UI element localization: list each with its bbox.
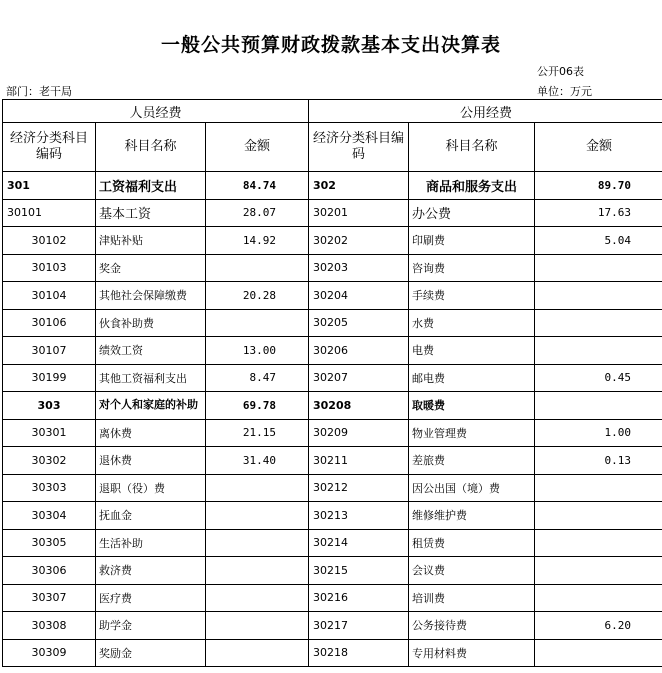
left-amount-cell: 14.92	[206, 227, 309, 255]
left-code-cell: 301	[3, 172, 96, 200]
right-amount-cell: 1.00	[535, 419, 662, 447]
left-amount-cell: 31.40	[206, 447, 309, 475]
left-amount-cell	[206, 612, 309, 640]
left-code-cell: 30103	[3, 254, 96, 282]
left-amount-cell	[206, 529, 309, 557]
left-name-cell: 退休费	[96, 447, 206, 475]
right-code-header: 经济分类科目编码	[309, 123, 409, 172]
right-amount-cell: 0.45	[535, 364, 662, 392]
right-code-cell: 30206	[309, 337, 409, 365]
left-code-cell: 30305	[3, 529, 96, 557]
left-name-cell: 伙食补助费	[96, 309, 206, 337]
left-name-cell: 生活补助	[96, 529, 206, 557]
right-code-cell: 30212	[309, 474, 409, 502]
left-name-cell: 抚血金	[96, 502, 206, 530]
right-code-cell: 30201	[309, 199, 409, 227]
right-amount-cell: 6.20	[535, 612, 662, 640]
right-name-cell: 办公费	[409, 199, 535, 227]
table-row	[3, 447, 662, 475]
right-amount-cell	[535, 474, 662, 502]
left-amount-cell	[206, 309, 309, 337]
right-code-cell: 30213	[309, 502, 409, 530]
table-row	[3, 199, 662, 227]
right-amount-cell	[535, 254, 662, 282]
left-amount-cell: 84.74	[206, 172, 309, 200]
table-row	[3, 502, 662, 530]
left-code-cell: 30307	[3, 584, 96, 612]
report-title: 一般公共预算财政拨款基本支出决算表	[160, 34, 501, 56]
right-code-cell: 30215	[309, 557, 409, 585]
right-name-cell: 公务接待费	[409, 612, 535, 640]
left-code-cell: 303	[3, 392, 96, 420]
right-name-cell: 取暖费	[409, 392, 535, 420]
right-name-cell: 邮电费	[409, 364, 535, 392]
right-code-cell: 30218	[309, 639, 409, 667]
unit-label: 单位：万元	[537, 85, 592, 98]
left-name-cell: 基本工资	[96, 199, 206, 227]
left-code-cell: 30101	[3, 199, 96, 227]
left-name-cell: 其他社会保障缴费	[96, 282, 206, 310]
table-row	[3, 254, 662, 282]
left-name-cell: 工资福利支出	[96, 172, 206, 200]
table-row	[3, 172, 662, 200]
left-code-cell: 30306	[3, 557, 96, 585]
right-code-cell: 30208	[309, 392, 409, 420]
table-row	[3, 557, 662, 585]
table-row	[3, 227, 662, 255]
left-amount-cell	[206, 639, 309, 667]
right-code-cell: 30216	[309, 584, 409, 612]
left-name-header: 科目名称	[96, 123, 206, 172]
right-amount-cell	[535, 309, 662, 337]
left-name-cell: 奖金	[96, 254, 206, 282]
right-code-cell: 30204	[309, 282, 409, 310]
left-amount-cell	[206, 474, 309, 502]
right-code-cell: 302	[309, 172, 409, 200]
right-name-cell: 咨询费	[409, 254, 535, 282]
right-name-cell: 维修维护费	[409, 502, 535, 530]
left-code-cell: 30309	[3, 639, 96, 667]
right-name-cell: 专用材料费	[409, 639, 535, 667]
left-code-cell: 30107	[3, 337, 96, 365]
left-name-cell: 救济费	[96, 557, 206, 585]
right-amount-header: 金额	[535, 123, 662, 172]
left-amount-cell	[206, 502, 309, 530]
right-amount-cell	[535, 529, 662, 557]
table-row	[3, 612, 662, 640]
right-code-cell: 30207	[309, 364, 409, 392]
left-amount-cell: 21.15	[206, 419, 309, 447]
right-amount-cell: 0.13	[535, 447, 662, 475]
table-row	[3, 529, 662, 557]
left-amount-cell	[206, 254, 309, 282]
right-name-cell: 手续费	[409, 282, 535, 310]
right-amount-cell	[535, 584, 662, 612]
personnel-header: 人员经费	[3, 100, 309, 123]
table-row	[3, 584, 662, 612]
department-label: 部门：老干局	[6, 85, 72, 98]
right-code-cell: 30205	[309, 309, 409, 337]
right-amount-cell	[535, 639, 662, 667]
left-name-cell: 退职（役）费	[96, 474, 206, 502]
table-row	[3, 337, 662, 365]
left-code-cell: 30106	[3, 309, 96, 337]
left-code-cell: 30302	[3, 447, 96, 475]
left-amount-cell: 20.28	[206, 282, 309, 310]
expenditure-table	[2, 99, 662, 667]
right-amount-cell: 89.70	[535, 172, 662, 200]
right-amount-cell	[535, 282, 662, 310]
form-number: 公开06表	[537, 65, 584, 78]
left-code-cell: 30102	[3, 227, 96, 255]
right-amount-cell	[535, 502, 662, 530]
left-amount-cell	[206, 557, 309, 585]
right-name-cell: 差旅费	[409, 447, 535, 475]
table-row	[3, 309, 662, 337]
left-code-header: 经济分类科目编码	[3, 123, 96, 172]
left-code-cell: 30199	[3, 364, 96, 392]
table-row	[3, 474, 662, 502]
left-name-cell: 对个人和家庭的补助	[96, 392, 206, 420]
right-name-cell: 商品和服务支出	[409, 172, 535, 200]
column-header-row	[3, 123, 662, 172]
right-code-cell: 30209	[309, 419, 409, 447]
left-amount-cell: 8.47	[206, 364, 309, 392]
right-code-cell: 30202	[309, 227, 409, 255]
left-amount-cell: 13.00	[206, 337, 309, 365]
right-name-cell: 培训费	[409, 584, 535, 612]
left-code-cell: 30301	[3, 419, 96, 447]
left-code-cell: 30304	[3, 502, 96, 530]
right-amount-cell	[535, 392, 662, 420]
left-name-cell: 助学金	[96, 612, 206, 640]
left-name-cell: 其他工资福利支出	[96, 364, 206, 392]
right-name-cell: 因公出国（境）费	[409, 474, 535, 502]
left-amount-cell: 28.07	[206, 199, 309, 227]
left-name-cell: 绩效工资	[96, 337, 206, 365]
right-code-cell: 30211	[309, 447, 409, 475]
right-code-cell: 30217	[309, 612, 409, 640]
left-name-cell: 津贴补贴	[96, 227, 206, 255]
right-name-header: 科目名称	[409, 123, 535, 172]
right-name-cell: 水费	[409, 309, 535, 337]
table-row	[3, 364, 662, 392]
group-header-row	[3, 100, 662, 123]
left-name-cell: 医疗费	[96, 584, 206, 612]
right-name-cell: 租赁费	[409, 529, 535, 557]
left-amount-header: 金额	[206, 123, 309, 172]
right-amount-cell: 5.04	[535, 227, 662, 255]
right-amount-cell: 17.63	[535, 199, 662, 227]
table-row	[3, 392, 662, 420]
left-code-cell: 30303	[3, 474, 96, 502]
right-code-cell: 30214	[309, 529, 409, 557]
table-row	[3, 419, 662, 447]
public-header: 公用经费	[309, 100, 662, 123]
left-code-cell: 30308	[3, 612, 96, 640]
left-amount-cell	[206, 584, 309, 612]
right-name-cell: 印刷费	[409, 227, 535, 255]
right-amount-cell	[535, 557, 662, 585]
table-row	[3, 282, 662, 310]
right-amount-cell	[535, 337, 662, 365]
right-name-cell: 电费	[409, 337, 535, 365]
left-name-cell: 奖励金	[96, 639, 206, 667]
left-amount-cell: 69.78	[206, 392, 309, 420]
table-row	[3, 639, 662, 667]
left-code-cell: 30104	[3, 282, 96, 310]
left-name-cell: 离休费	[96, 419, 206, 447]
right-code-cell: 30203	[309, 254, 409, 282]
right-name-cell: 物业管理费	[409, 419, 535, 447]
right-name-cell: 会议费	[409, 557, 535, 585]
